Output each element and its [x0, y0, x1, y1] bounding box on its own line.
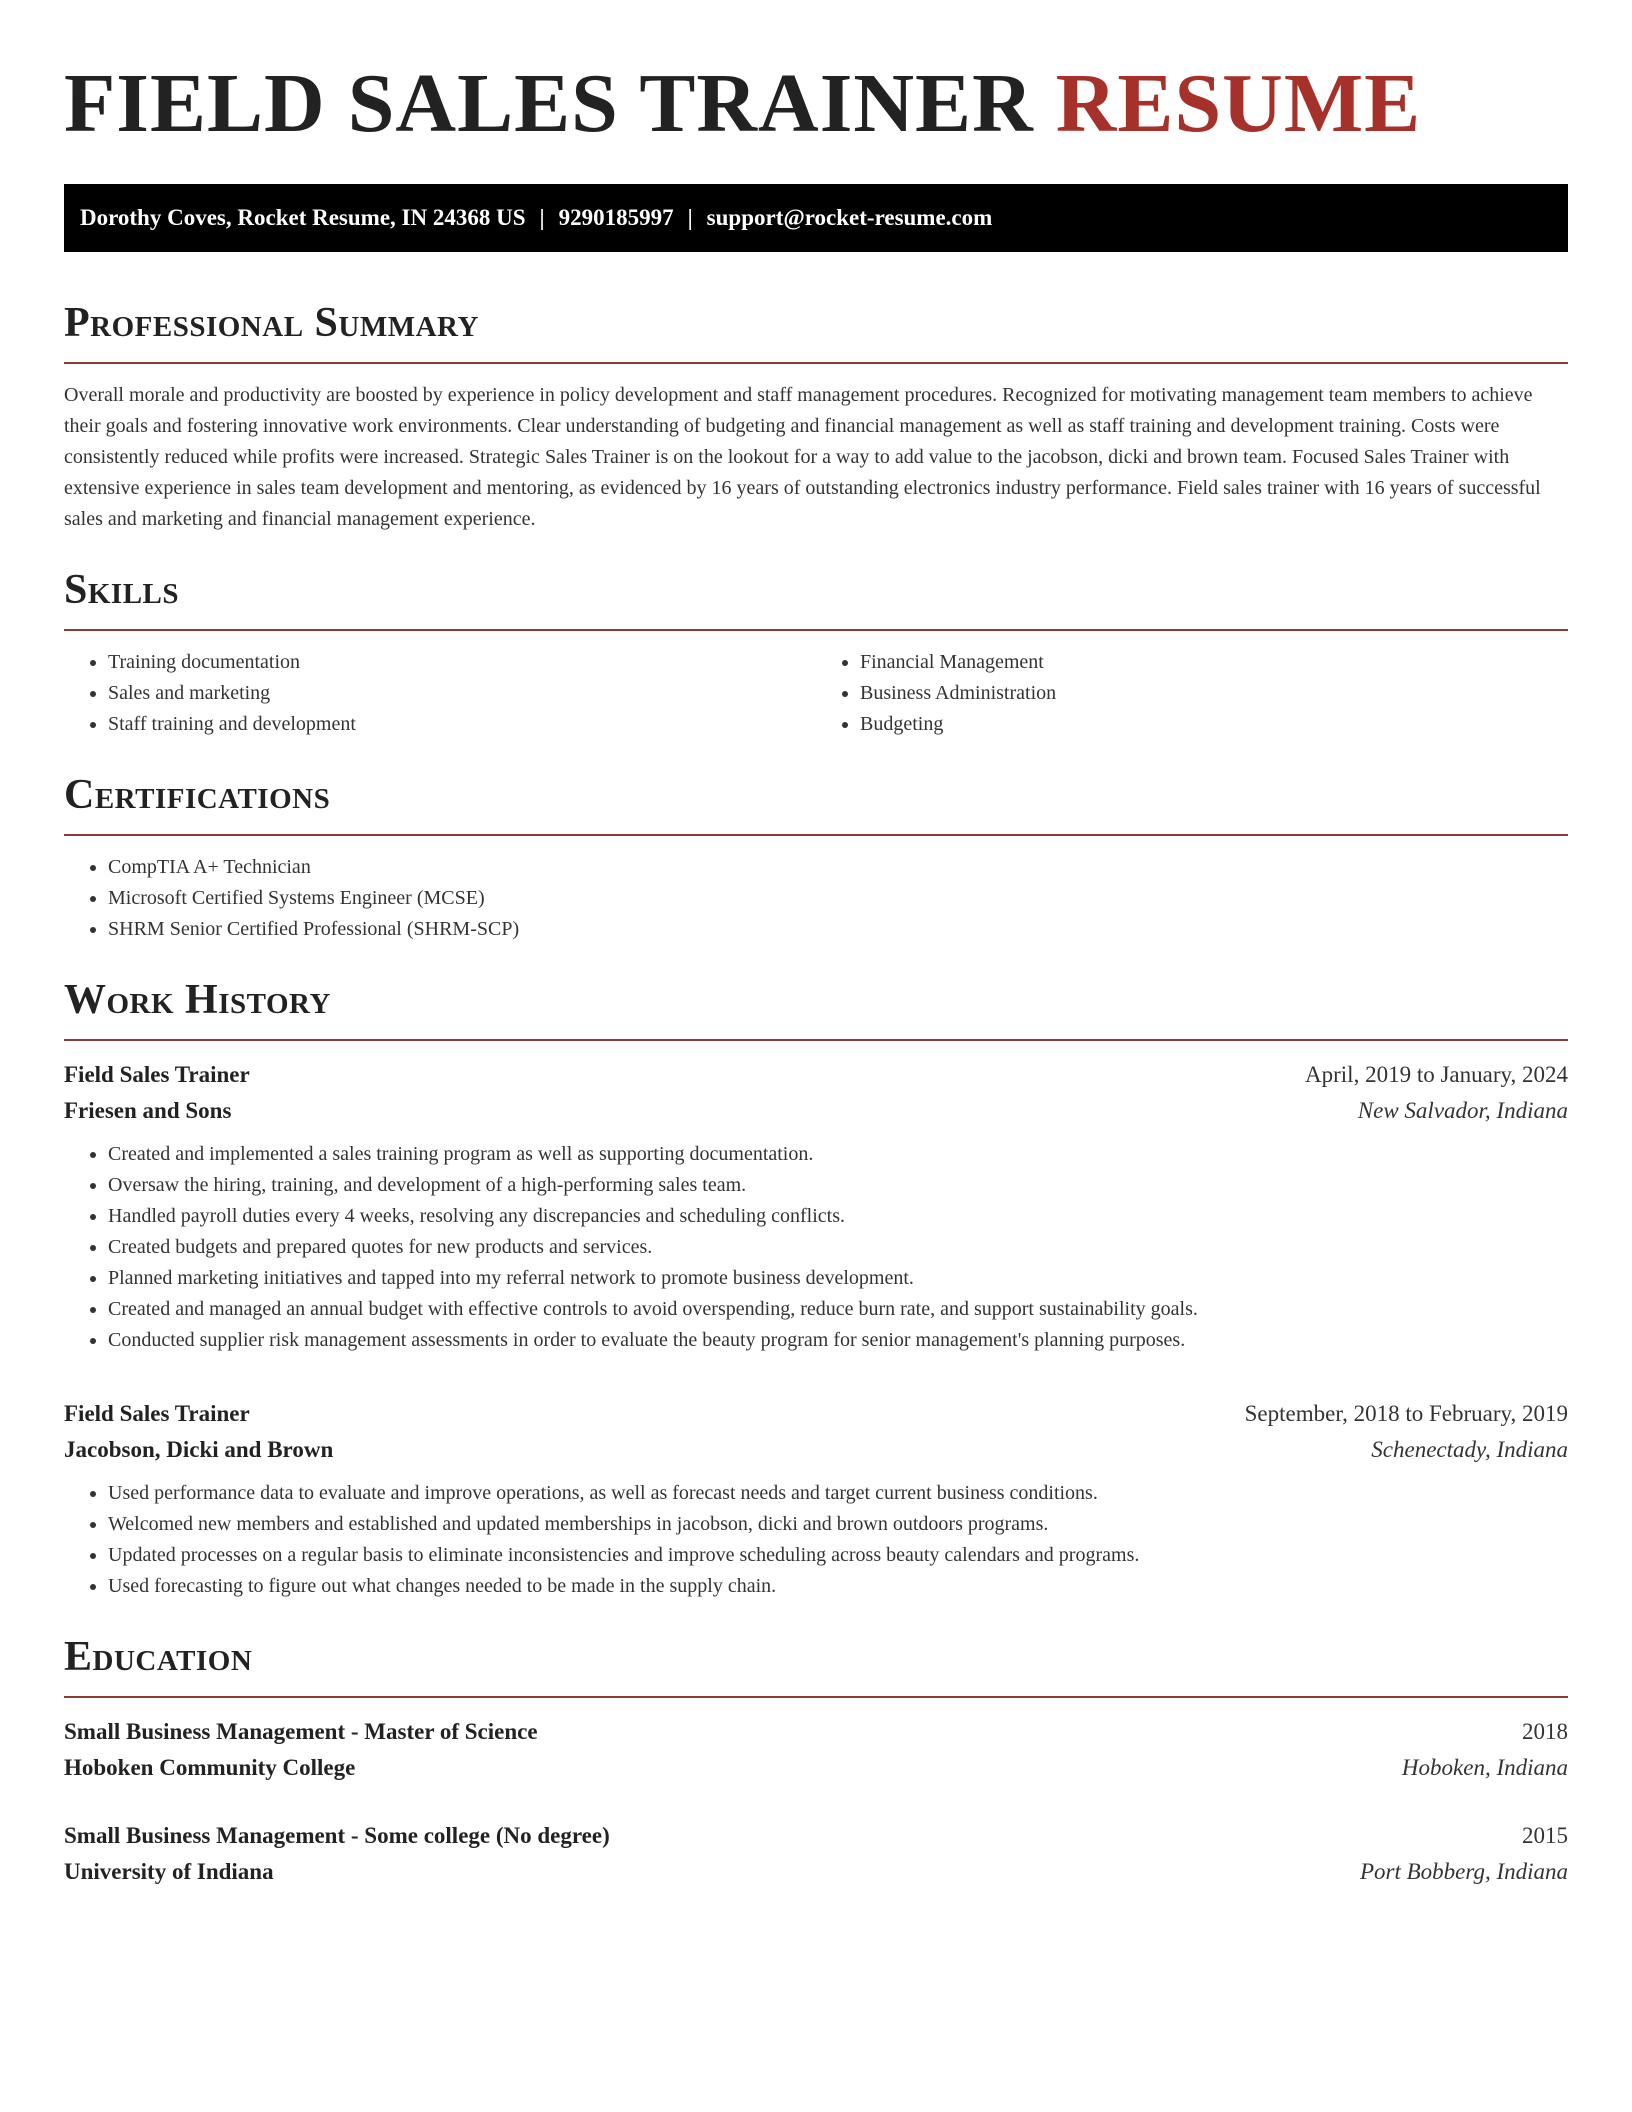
job-dates: September, 2018 to February, 2019	[1244, 1401, 1568, 1426]
education-degree: Small Business Management - Some college (No degree)	[64, 1823, 610, 1848]
certification-item: • CompTIA A+ Technician	[108, 852, 1568, 883]
education-subheader	[64, 1854, 1568, 1890]
job-bullet: • Created budgets and prepared quotes for new products and services.	[108, 1232, 1568, 1263]
skills-section	[64, 565, 1568, 740]
certifications-list	[64, 852, 1568, 945]
skills-list-right	[816, 647, 1568, 740]
job-title: Field Sales Trainer	[64, 1401, 250, 1426]
summary-section	[64, 298, 1568, 535]
education-section	[64, 1632, 1568, 1890]
education-heading: Education	[64, 1634, 253, 1680]
job-bullet: • Welcomed new members and established and updated memberships in jacobson, dicki and brown outdoors programs.	[108, 1509, 1568, 1540]
skills-grid	[64, 647, 1568, 740]
job-bullet: • Handled payroll duties every 4 weeks, resolving any discrepancies and scheduling conflicts.	[108, 1201, 1568, 1232]
education-entry	[64, 1818, 1568, 1890]
education-location: Hoboken, Indiana	[1401, 1755, 1568, 1780]
education-school: Hoboken Community College	[64, 1755, 356, 1780]
section-divider	[64, 834, 1568, 836]
job-company: Friesen and Sons	[64, 1098, 232, 1123]
job-dates: April, 2019 to January, 2024	[1305, 1062, 1568, 1087]
contact-address: Dorothy Coves, Rocket Resume, IN 24368 US	[80, 205, 526, 230]
section-divider	[64, 1696, 1568, 1698]
job-location: Schenectady, Indiana	[1371, 1437, 1568, 1462]
job-bullet: • Updated processes on a regular basis to eliminate inconsistencies and improve scheduling across beauty calendars and programs.	[108, 1540, 1568, 1571]
education-year: 2015	[1522, 1823, 1568, 1848]
summary-text: Overall morale and productivity are boosted by experience in policy development and staff management procedures. Recognized for motivating management team members to achieve their goals and fostering innovative work environments. Clear understanding of budgeting and financial management as well as staff training and development training. Costs were consistently reduced while profits were increased. Strategic Sales Trainer is on the lookout for a way to add value to the jacobson, dicki and brown team. Focused Sales Trainer with extensive experience in sales team development and mentoring, as evidenced by 16 years of outstanding electronics industry performance. Field sales trainer with 16 years of successful sales and marketing and financial management experience.	[64, 384, 1541, 530]
resume-title	[64, 56, 1568, 152]
education-header	[64, 1714, 1568, 1750]
job-bullet: • Oversaw the hiring, training, and development of a high-performing sales team.	[108, 1170, 1568, 1201]
job-bullets	[64, 1139, 1568, 1356]
education-year: 2018	[1522, 1719, 1568, 1744]
skill-item: • Business Administration	[860, 678, 1568, 709]
job-bullet: • Used performance data to evaluate and improve operations, as well as forecast needs and target current business conditions.	[108, 1478, 1568, 1509]
skill-item: • Staff training and development	[108, 709, 816, 740]
skill-item: • Budgeting	[860, 709, 1568, 740]
section-divider	[64, 629, 1568, 631]
work-history-section	[64, 975, 1568, 1602]
contact-separator: |	[687, 205, 693, 230]
title-main: FIELD SALES TRAINER	[64, 57, 1034, 150]
skills-list-left	[64, 647, 816, 740]
job-subheader	[64, 1093, 1568, 1129]
skills-heading: Skills	[64, 567, 180, 613]
education-entry	[64, 1714, 1568, 1786]
contact-phone: 9290185997	[558, 205, 674, 230]
certification-item: • SHRM Senior Certified Professional (SHRM-SCP)	[108, 914, 1568, 945]
certification-item: • Microsoft Certified Systems Engineer (MCSE)	[108, 883, 1568, 914]
job-bullet: • Conducted supplier risk management assessments in order to evaluate the beauty program for senior management's planning purposes.	[108, 1325, 1568, 1356]
certifications-heading: Certifications	[64, 772, 331, 818]
job-bullet: • Planned marketing initiatives and tapped into my referral network to promote business development.	[108, 1263, 1568, 1294]
contact-email: support@rocket-resume.com	[706, 205, 993, 230]
certifications-section	[64, 770, 1568, 945]
section-divider	[64, 362, 1568, 364]
education-header	[64, 1818, 1568, 1854]
title-accent: RESUME	[1055, 57, 1422, 150]
job-location: New Salvador, Indiana	[1357, 1098, 1568, 1123]
skill-item: • Sales and marketing	[108, 678, 816, 709]
job-bullet: • Created and implemented a sales training program as well as supporting documentation.	[108, 1139, 1568, 1170]
job-bullet: • Used forecasting to figure out what changes needed to be made in the supply chain.	[108, 1571, 1568, 1602]
job-title: Field Sales Trainer	[64, 1062, 250, 1087]
section-divider	[64, 1039, 1568, 1041]
skill-item: • Training documentation	[108, 647, 816, 678]
job-header	[64, 1396, 1568, 1432]
contact-bar	[64, 184, 1568, 252]
summary-heading: Professional Summary	[64, 300, 479, 346]
job-entry	[64, 1057, 1568, 1356]
education-degree: Small Business Management - Master of Science	[64, 1719, 538, 1744]
education-location: Port Bobberg, Indiana	[1359, 1859, 1568, 1884]
job-subheader	[64, 1432, 1568, 1468]
job-bullet: • Created and managed an annual budget with effective controls to avoid overspending, reduce burn rate, and support sustainability goals.	[108, 1294, 1568, 1325]
contact-separator: |	[539, 205, 545, 230]
job-company: Jacobson, Dicki and Brown	[64, 1437, 334, 1462]
job-entry	[64, 1396, 1568, 1602]
job-header	[64, 1057, 1568, 1093]
work-history-heading: Work History	[64, 977, 331, 1023]
job-bullets	[64, 1478, 1568, 1602]
skill-item: • Financial Management	[860, 647, 1568, 678]
education-school: University of Indiana	[64, 1859, 274, 1884]
education-subheader	[64, 1750, 1568, 1786]
